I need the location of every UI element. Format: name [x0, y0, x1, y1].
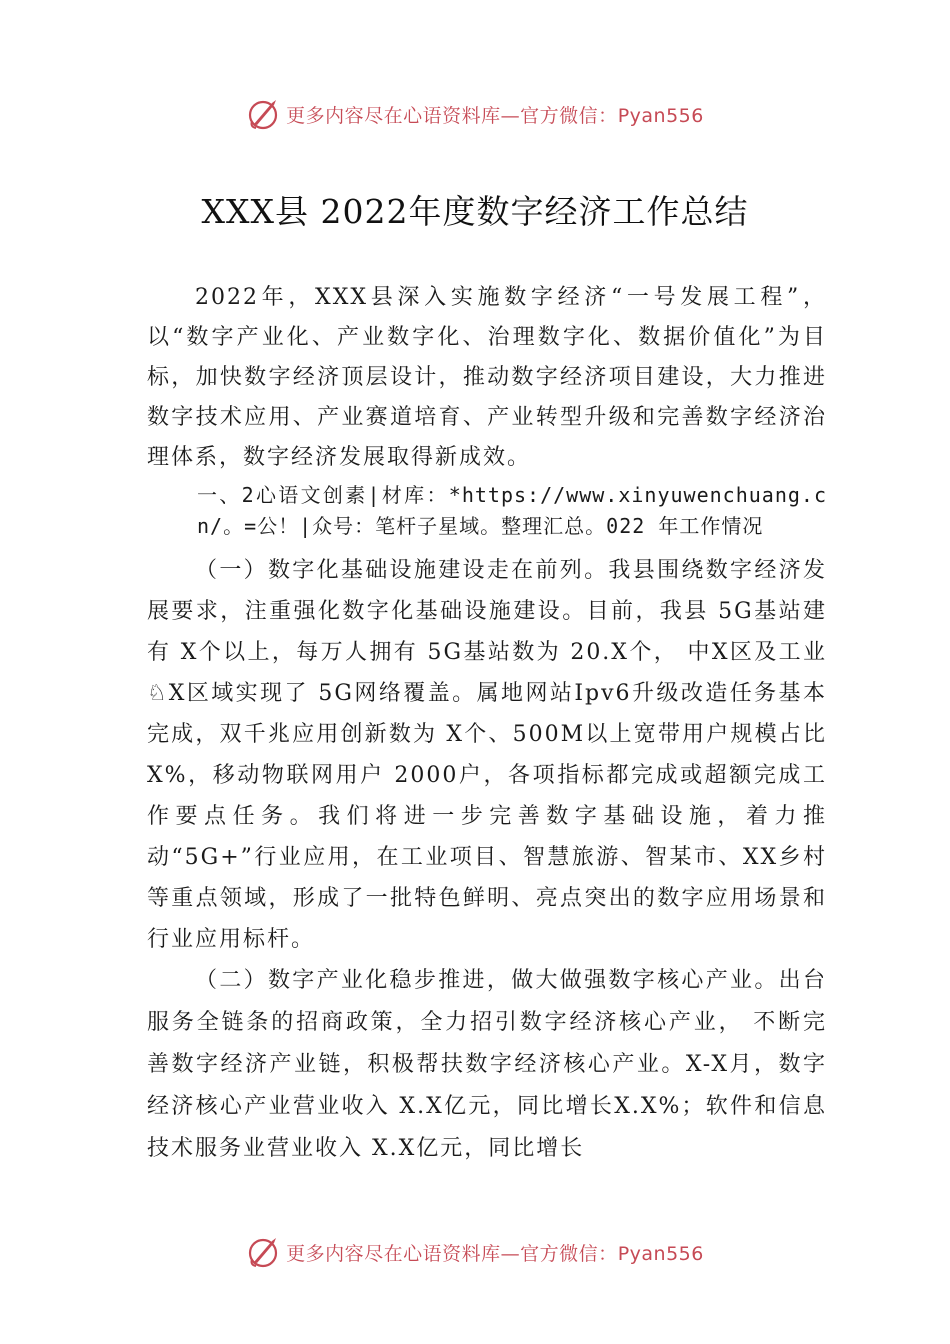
watermark-banner-top — [0, 94, 950, 134]
document-body — [147, 278, 827, 1170]
watermark-banner-bottom — [0, 1232, 950, 1272]
watermark-text: 更多内容尽在心语资料库—官方微信：Pyan556 — [286, 1242, 704, 1265]
section-1-paragraph: （一）数字化基础设施建设走在前列。我县围绕数字经济发展要求，注重强化数字化基础设施建设。目前，我县 5G基站建有 X个以上，每万人拥有 5G基站数为 20.X个， 中X区及工业♘X区域实现了 5G网络覆盖。属地网站Ipv6升级改造任务基本完成，双千兆应用创新数为 X个、500M以上宽带用户规模占比 X%，移动物联网用户 2000户，各项指标都完成或超额完成工作要点任务。我们将进一步完善数字基础设施，着力推动“5G+”行业应用，在工业项目、智慧旅游、智某市、XX乡村等重点领域，形成了一批特色鲜明、亮点突出的数字应用场景和行业应用标杆。 — [147, 558, 827, 952]
quill-pen-logo-icon — [246, 97, 282, 131]
section-2-paragraph: （二）数字产业化稳步推进，做大做强数字核心产业。出台服务全链条的招商政策，全力招引数字经济核心产业， 不断完善数字经济产业链，积极帮扶数字经济核心产业。X-X月，数字经济核心产业营业收入 X.X亿元，同比增长X.X%；软件和信息技术服务业营业收入 X.X亿元，同比增长 — [147, 968, 827, 1161]
section-heading-1: 一、2心语文创素|材库：*https://www.xinyuwenchuang.cn/。=公！|众号：笔杆子星域。整理汇总。022 年工作情况 — [197, 483, 827, 538]
watermark-text: 更多内容尽在心语资料库—官方微信：Pyan556 — [286, 104, 704, 127]
document-title: XXX县 2022年度数字经济工作总结 — [201, 192, 749, 231]
quill-pen-logo-icon — [246, 1235, 282, 1269]
intro-paragraph: 2022年，XXX县深入实施数字经济“一号发展工程”，以“数字产业化、产业数字化、治理数字化、数据价值化”为目标，加快数字经济顶层设计，推动数字经济项目建设，大力推进数字技术应用、产业赛道培育、产业转型升级和完善数字经济治理体系，数字经济发展取得新成效。 — [147, 285, 827, 470]
